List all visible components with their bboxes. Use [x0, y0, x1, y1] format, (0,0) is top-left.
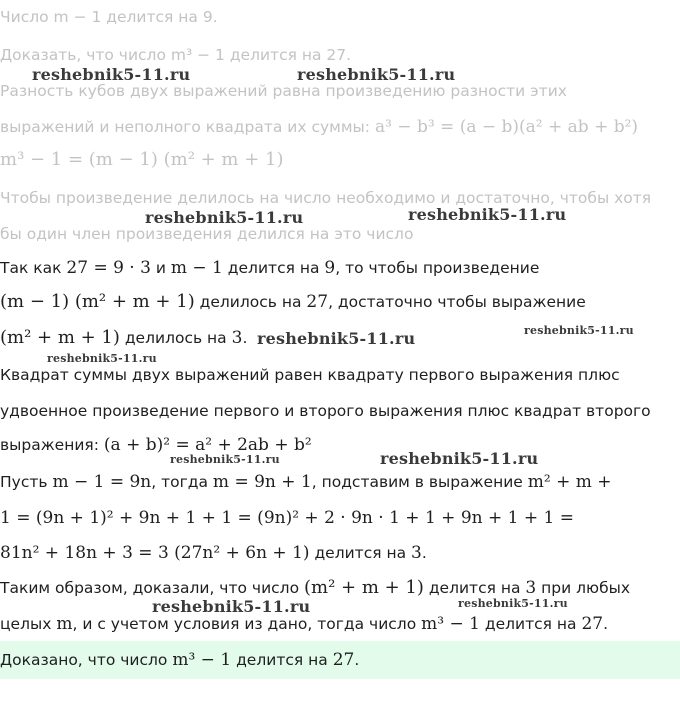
watermark: reshebnik5-11.ru	[380, 449, 539, 468]
text-segment: делится на	[222, 259, 325, 277]
text-segment: .	[242, 329, 248, 347]
text-segment: , подставим в выражение	[311, 473, 528, 491]
text-segment: .	[421, 544, 427, 562]
watermark: reshebnik5-11.ru	[524, 324, 634, 337]
math-segment: m − 1 = 9n	[52, 472, 152, 492]
watermark: reshebnik5-11.ru	[152, 597, 311, 616]
text-segment: делилось на	[119, 329, 232, 347]
text-segment: Так как	[0, 259, 67, 277]
step1-line-2	[0, 292, 586, 312]
given-condition: Число m − 1 делится на 9.	[0, 8, 218, 26]
text-segment: при любых	[536, 579, 631, 597]
text-segment: и	[150, 259, 171, 277]
substitution-line-2: 1 = (9n + 1)² + 9n + 1 + 1 = (9n)² + 2 · 9n · 1 + 1 + 9n + 1 + 1 =	[0, 508, 574, 528]
watermark: reshebnik5-11.ru	[47, 352, 157, 365]
step1-line-3	[0, 328, 247, 348]
text-segment: , то чтобы произведение	[335, 259, 540, 277]
text-segment: , и с учетом условия из дано, тогда число	[72, 615, 422, 633]
step1-line-1	[0, 258, 539, 278]
intro-line-2-text: выражений и неполного квадрата их суммы:	[0, 118, 375, 136]
math-segment: m² + m +	[527, 472, 612, 492]
square-rule-line-3	[0, 435, 312, 455]
watermark: reshebnik5-11.ru	[408, 205, 567, 224]
text-segment: Доказано, что число	[0, 651, 173, 669]
conclusion-line-1	[0, 578, 630, 598]
watermark: reshebnik5-11.ru	[458, 597, 568, 610]
math-segment: 27 = 9 · 3	[66, 258, 151, 278]
conclusion-line-2	[0, 614, 608, 634]
substitution-line-3	[0, 543, 427, 563]
math-segment: 27	[332, 650, 355, 670]
text-segment: , достаточно чтобы выражение	[328, 293, 586, 311]
text-segment: делится на	[479, 615, 582, 633]
watermark: reshebnik5-11.ru	[32, 65, 191, 84]
math-segment: m − 1	[170, 258, 223, 278]
text-segment: делится на	[423, 579, 526, 597]
text-segment: .	[603, 615, 609, 633]
to-prove-statement: Доказать, что число m³ − 1 делится на 27.	[0, 46, 352, 64]
watermark: reshebnik5-11.ru	[297, 65, 456, 84]
intro-line-4: Чтобы произведение делилось на число необходимо и достаточно, чтобы хотя	[0, 189, 652, 207]
math-segment: (m² + m + 1)	[0, 327, 120, 348]
text-segment: выражения:	[0, 436, 104, 454]
math-segment: m³ − 1	[172, 650, 232, 670]
math-segment: 27	[581, 614, 604, 634]
answer-statement	[0, 650, 359, 670]
substitution-line-1	[0, 472, 612, 492]
math-segment: 3	[231, 328, 243, 348]
text-segment: делилось на	[194, 293, 307, 311]
math-segment: (m² + m + 1)	[303, 577, 424, 598]
text-segment: делится на	[231, 651, 333, 669]
watermark: reshebnik5-11.ru	[257, 329, 416, 348]
intro-line-1: Разность кубов двух выражений равна произведению разности этих	[0, 82, 567, 100]
cube-difference-formula: a³ − b³ = (a − b)(a² + ab + b²)	[374, 117, 639, 137]
math-segment: 81n² + 18n + 3 = 3 (27n² + 6n + 1)	[0, 543, 310, 563]
text-segment: , тогда	[151, 473, 213, 491]
math-segment: 3	[411, 543, 422, 563]
square-rule-line-2: удвоенное произведение первого и второго выражения плюс квадрат второго	[0, 402, 651, 420]
math-segment: m³ − 1	[421, 614, 480, 634]
watermark: reshebnik5-11.ru	[145, 208, 304, 227]
intro-line-2	[0, 117, 638, 137]
math-segment: m = 9n + 1	[212, 472, 312, 492]
math-segment: 27	[306, 292, 329, 312]
text-segment: .	[354, 651, 360, 669]
watermark: reshebnik5-11.ru	[170, 453, 280, 466]
math-segment: (m − 1) (m² + m + 1)	[0, 291, 195, 312]
text-segment: Таким образом, доказали, что число	[0, 579, 304, 597]
text-segment: делится на	[309, 544, 412, 562]
factored-expression: m³ − 1 = (m − 1) (m² + m + 1)	[0, 149, 284, 170]
math-segment: 3	[525, 578, 537, 598]
intro-line-5: бы один член произведения делился на это число	[0, 225, 414, 243]
math-segment: m	[56, 614, 73, 634]
square-rule-line-1: Квадрат суммы двух выражений равен квадрату первого выражения плюс	[0, 366, 620, 384]
text-segment: Пусть	[0, 473, 53, 491]
math-segment: 9	[324, 258, 336, 278]
text-segment: целых	[0, 615, 57, 633]
square-sum-formula: (a + b)² = a² + 2ab + b²	[103, 435, 312, 455]
